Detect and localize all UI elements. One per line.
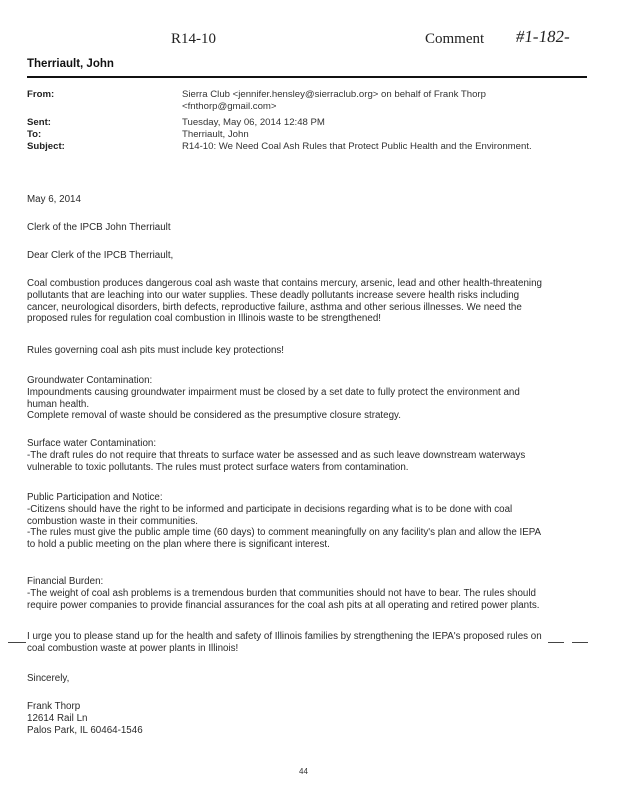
letter-date: May 6, 2014 [27, 194, 81, 205]
letter-closing: Sincerely, [27, 673, 70, 684]
docket-number: R14-10 [171, 31, 216, 47]
letter-addressee: Clerk of the IPCB John Therriault [27, 222, 171, 233]
recipient-name: Therriault, John [27, 58, 114, 70]
paragraph-intro: Coal combustion produces dangerous coal ash waste that contains mercury, arsenic, lead and other health-threatening pollutants that are leaching into our water supplies. These deadly pollutants increase severe health risks including cancer, neurological disorders, birth defects, reproductive failure, asthma and other serious illnesses. We need the proposed rules for regulation coal combustion in Illinois waste to be strengthened! [27, 278, 543, 325]
subject-label: Subject: [27, 141, 65, 152]
from-label: From: [27, 89, 55, 100]
from-value: Sierra Club <jennifer.hensley@sierraclub.org> on behalf of Frank Thorp [182, 89, 486, 100]
from-email: <fnthorp@gmail.com> [182, 101, 277, 112]
page-number: 44 [299, 767, 308, 776]
letter-salutation: Dear Clerk of the IPCB Therriault, [27, 250, 174, 261]
sent-value: Tuesday, May 06, 2014 12:48 PM [182, 117, 325, 128]
comment-label: Comment [425, 31, 485, 47]
signature-block: Frank Thorp 12614 Rail Ln Palos Park, IL 60464-1546 [27, 701, 143, 736]
to-label: To: [27, 129, 42, 140]
subject-value: R14-10: We Need Coal Ash Rules that Protect Public Health and the Environment. [182, 141, 532, 152]
paragraph-protections: Rules governing coal ash pits must include key protections! [27, 345, 285, 356]
section-participation: Public Participation and Notice: -Citizens should have the right to be informed and participate in decisions regarding what is to be done with coal combustion waste in their communities. -The rules must give the public ample time (60 days) to comment meaningfully on any facility's plan and allow the IEPA to hold a public meeting on the plan where there is significant interest. [27, 492, 542, 551]
margin-mark-left [8, 642, 26, 643]
comment-number: #1-182- [514, 27, 572, 46]
section-surface-water: Surface water Contamination: -The draft rules do not require that threats to surface water be assessed and as such leave downstream waterways vulnerable to toxic pollutants. The rules must protect surface waters from contamination. [27, 438, 526, 473]
paragraph-urge: I urge you to please stand up for the health and safety of Illinois families by strengthening the IEPA's proposed rules on coal combustion waste at power plants in Illinois! [27, 631, 542, 654]
header-divider [27, 76, 587, 78]
section-financial: Financial Burden: -The weight of coal ash problems is a tremendous burden that communities should not have to bear. The rules should require power companies to provide financial assurances for the coal ash pits at all operating and retired power plants. [27, 576, 540, 611]
to-value: Therriault, John [182, 129, 249, 140]
section-groundwater: Groundwater Contamination: Impoundments causing groundwater impairment must be closed by a set date to fully protect the environment and human health. Complete removal of waste should be considered as the presumptive closure strategy. [27, 375, 520, 422]
margin-mark-right-2 [572, 642, 588, 643]
sent-label: Sent: [27, 117, 51, 128]
margin-mark-right-1 [548, 642, 564, 643]
